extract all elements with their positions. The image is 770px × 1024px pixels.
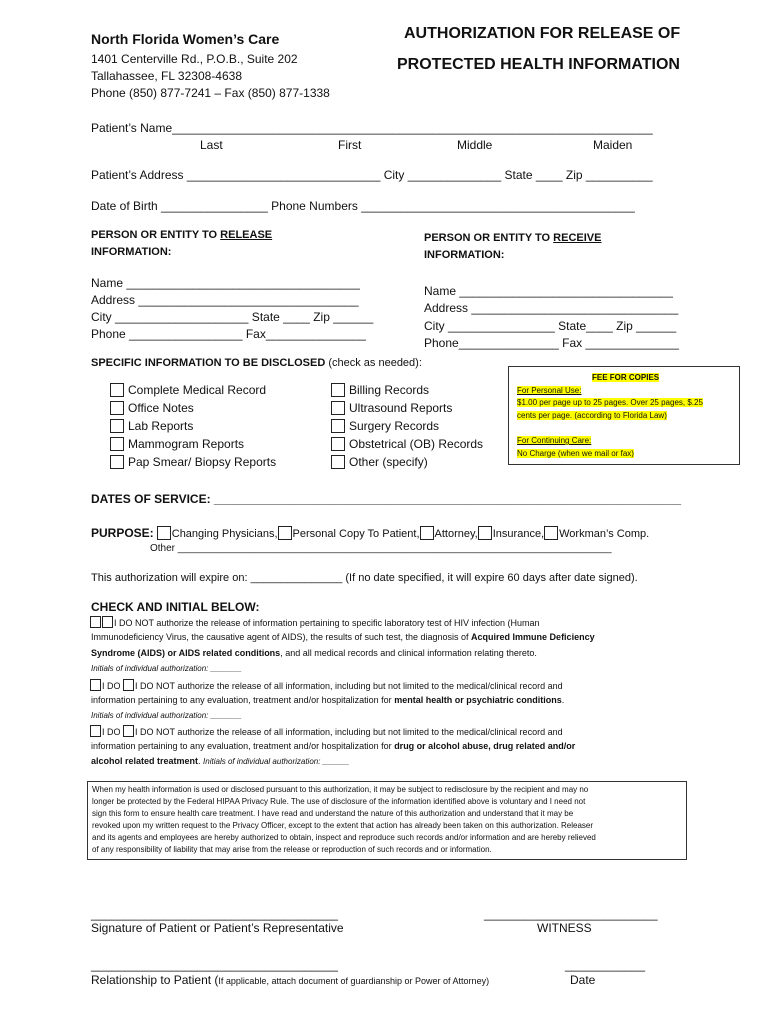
fee-personal-text-1: $1.00 per page up to 25 pages. Over 25 pages, $.25 xyxy=(517,398,703,407)
specific-col-1 xyxy=(110,381,276,471)
hiv-initials-field[interactable]: Initials of individual authorization: _______ xyxy=(91,664,242,673)
purpose-workmans-comp[interactable]: Workman’s Comp. xyxy=(544,528,649,540)
drug-alcohol-line-1: I DO I DO NOT authorize the release of all information, including but not limited to the medical/clinical record and xyxy=(90,725,563,737)
drug-alcohol-do-not-checkbox[interactable] xyxy=(123,725,134,737)
relationship-line[interactable]: _____________________________________ xyxy=(91,958,338,972)
mental-health-do-not-checkbox[interactable] xyxy=(123,679,134,691)
form-title-2: PROTECTED HEALTH INFORMATION xyxy=(397,56,680,73)
notice-line: and its agents and employees are hereby authorized to obtain, inspect and reproduce such records and/or information and are hereby relieved xyxy=(92,833,596,842)
notice-line: sign this form to ensure health care treatment. I have read and understand the nature of this authorization and understand that it may be xyxy=(92,809,574,818)
notice-line: revoked upon my written request to the Privacy Officer, except to the extent that action has already been taken on this authorization. Releaser xyxy=(92,821,594,830)
relationship-label: Relationship to Patient (If applicable, attach document of guardianship or Power of Attorney) xyxy=(91,973,490,987)
fee-personal-text-2: cents per page. (according to Florida Law) xyxy=(517,411,667,420)
checkbox-icon[interactable] xyxy=(110,383,124,397)
org-address-1: 1401 Centerville Rd., P.O.B., Suite 202 xyxy=(91,52,298,66)
dates-of-service-field[interactable]: DATES OF SERVICE: ______________________________________________________________________ xyxy=(91,492,682,506)
specific-col-2 xyxy=(331,381,483,471)
release-heading: PERSON OR ENTITY TO RELEASE xyxy=(91,229,273,241)
witness-line[interactable]: __________________________ xyxy=(484,907,658,921)
release-name-field[interactable]: Name ___________________________________ xyxy=(91,276,360,290)
checkbox-office-notes[interactable]: Office Notes xyxy=(110,399,276,417)
checkbox-icon[interactable] xyxy=(157,526,171,540)
release-heading-2: INFORMATION: xyxy=(91,246,172,258)
checkbox-complete-medical-record[interactable]: Complete Medical Record xyxy=(110,381,276,399)
form-title-1: AUTHORIZATION FOR RELEASE OF xyxy=(404,25,681,42)
purpose-insurance[interactable]: Insurance, xyxy=(478,528,544,540)
hiv-line-2: Immunodeficiency Virus, the causative agent of AIDS), the results of such test, the diagnosis of Acquired Immune Deficiency xyxy=(91,632,595,642)
specific-info-heading: SPECIFIC INFORMATION TO BE DISCLOSED (check as needed): xyxy=(91,357,422,369)
checkbox-pap-smear[interactable]: Pap Smear/ Biopsy Reports xyxy=(110,453,276,471)
checkbox-icon[interactable] xyxy=(110,455,124,469)
checkbox-mammogram-reports[interactable]: Mammogram Reports xyxy=(110,435,276,453)
checkbox-icon[interactable] xyxy=(544,526,558,540)
purpose-attorney[interactable]: Attorney, xyxy=(420,528,478,540)
purpose-other-field[interactable]: Other ______________________________________________________________________________ xyxy=(150,543,612,554)
checkbox-icon[interactable] xyxy=(278,526,292,540)
hiv-do-not-checkbox[interactable] xyxy=(90,616,101,628)
checkbox-icon[interactable] xyxy=(110,419,124,433)
fee-continuing-text: No Charge (when we mail or fax) xyxy=(517,449,634,458)
date-label: Date xyxy=(570,973,596,987)
purpose-row xyxy=(91,526,649,540)
checkbox-ultrasound-reports[interactable]: Ultrasound Reports xyxy=(331,399,483,417)
fee-personal-label: For Personal Use: xyxy=(517,386,582,395)
checkbox-billing-records[interactable]: Billing Records xyxy=(331,381,483,399)
witness-label: WITNESS xyxy=(537,921,592,935)
receive-heading-2: INFORMATION: xyxy=(424,249,505,261)
release-phone-field[interactable]: Phone _________________ Fax_______________ xyxy=(91,327,366,341)
purpose-changing-physicians[interactable]: Changing Physicians, xyxy=(157,528,278,540)
checkbox-icon[interactable] xyxy=(331,437,345,451)
receive-name-field[interactable]: Name ________________________________ xyxy=(424,284,673,298)
checkbox-icon[interactable] xyxy=(110,437,124,451)
fee-box xyxy=(508,366,740,465)
label-first: First xyxy=(338,138,362,152)
checkbox-lab-reports[interactable]: Lab Reports xyxy=(110,417,276,435)
patient-dob-phone-field[interactable]: Date of Birth ________________ Phone Numbers _________________________________________ xyxy=(91,199,635,213)
fee-title: FEE FOR COPIES xyxy=(592,373,660,382)
hiv-line-3: Syndrome (AIDS) or AIDS related conditions, and all medical records and clinical information relating thereto. xyxy=(91,648,537,658)
label-last: Last xyxy=(200,138,223,152)
notice-line: of any responsibility of liability that may arise from the release or reproduction of such records and or information. xyxy=(92,845,492,854)
label-maiden: Maiden xyxy=(593,138,633,152)
fee-continuing-label: For Continuing Care: xyxy=(517,436,592,445)
patient-address-field[interactable]: Patient’s Address _____________________________ City ______________ State ____ Zip __________ xyxy=(91,168,653,182)
drug-alcohol-initials-field[interactable]: Initials of individual authorization: ______ xyxy=(203,757,350,766)
notice-line: When my health information is used or disclosed pursuant to this authorization, it may be subject to redisclosure by the recipient and may no xyxy=(92,785,589,794)
checkbox-surgery-records[interactable]: Surgery Records xyxy=(331,417,483,435)
mental-health-do-checkbox[interactable] xyxy=(90,679,101,691)
drug-alcohol-line-2: information pertaining to any evaluation, treatment and/or hospitalization for drug or alcohol abuse, drug related and/or xyxy=(91,741,576,751)
purpose-label: PURPOSE: xyxy=(91,526,154,540)
mental-health-line-1: I DO I DO NOT authorize the release of all information, including but not limited to the medical/clinical record and xyxy=(90,679,563,691)
org-name: North Florida Women’s Care xyxy=(91,31,280,47)
label-middle: Middle xyxy=(457,138,493,152)
notice-line: longer be protected by the Federal HIPAA Privacy Rule. The use of disclosure of the information identified above is voluntary and I need not xyxy=(92,797,586,806)
hipaa-notice xyxy=(87,781,687,860)
receive-address-field[interactable]: Address _______________________________ xyxy=(424,301,679,315)
patient-name-field[interactable]: Patient’s Name________________________________________________________________________ xyxy=(91,121,653,135)
checkbox-ob-records[interactable]: Obstetrical (OB) Records xyxy=(331,435,483,453)
checkbox-icon[interactable] xyxy=(110,401,124,415)
checkbox-icon[interactable] xyxy=(331,383,345,397)
mental-health-line-2: information pertaining to any evaluation, treatment and/or hospitalization for mental health or psychiatric conditions. xyxy=(91,695,565,705)
release-city-field[interactable]: City ____________________ State ____ Zip ______ xyxy=(91,310,374,324)
org-address-2: Tallahassee, FL 32308-4638 xyxy=(91,69,242,83)
receive-city-field[interactable]: City ________________ State____ Zip ______ xyxy=(424,319,677,333)
signature-label: Signature of Patient or Patient’s Representative xyxy=(91,921,344,935)
checkbox-icon[interactable] xyxy=(420,526,434,540)
check-initial-heading: CHECK AND INITIAL BELOW: xyxy=(91,600,260,614)
org-phone: Phone (850) 877-7241 – Fax (850) 877-1338 xyxy=(91,86,330,100)
receive-heading: PERSON OR ENTITY TO RECEIVE xyxy=(424,232,602,244)
drug-alcohol-line-3: alcohol related treatment. Initials of individual authorization: ______ xyxy=(91,756,350,766)
purpose-personal-copy[interactable]: Personal Copy To Patient, xyxy=(278,528,420,540)
receive-phone-field[interactable]: Phone_______________ Fax ______________ xyxy=(424,336,679,350)
expiration-field[interactable]: This authorization will expire on: _______________ (If no date specified, it will expire 60 days after date signed). xyxy=(91,572,638,584)
drug-alcohol-do-checkbox[interactable] xyxy=(90,725,101,737)
checkbox-icon[interactable] xyxy=(331,419,345,433)
hiv-line-1: I DO NOT authorize the release of information pertaining to specific laboratory test of HIV infection (Human xyxy=(90,616,540,628)
checkbox-other-specify[interactable]: Other (specify) xyxy=(331,453,483,471)
mental-health-initials-field[interactable]: Initials of individual authorization: _______ xyxy=(91,711,242,720)
checkbox-icon[interactable] xyxy=(331,455,345,469)
date-line[interactable]: ____________ xyxy=(565,958,646,972)
signature-line[interactable]: _____________________________________ xyxy=(91,907,338,921)
checkbox-icon[interactable] xyxy=(478,526,492,540)
release-address-field[interactable]: Address _________________________________ xyxy=(91,293,359,307)
hiv-checkbox-2[interactable] xyxy=(102,616,113,628)
checkbox-icon[interactable] xyxy=(331,401,345,415)
